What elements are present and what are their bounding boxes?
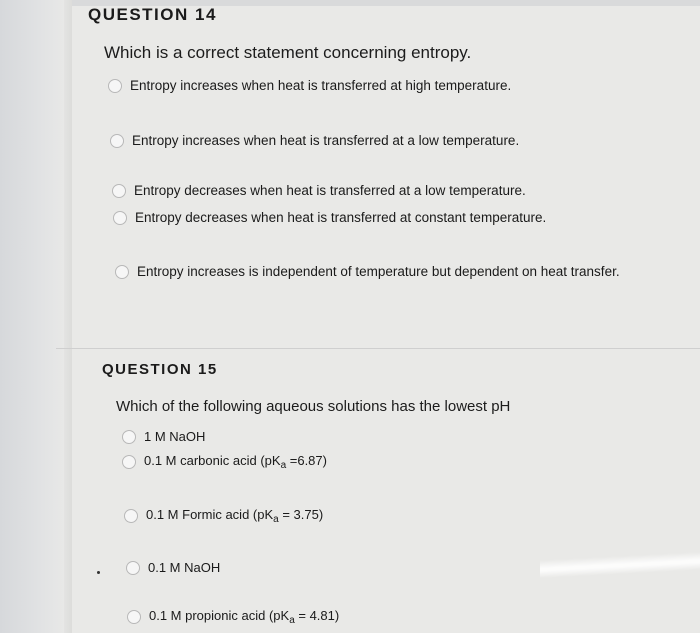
q15-option-2[interactable] (122, 453, 327, 471)
subscript-a: a (289, 615, 295, 626)
radio-button[interactable] (115, 265, 129, 279)
option-label (149, 608, 339, 626)
option-label: Entropy increases when heat is transferred at high temperature. (130, 78, 512, 93)
section-divider (56, 348, 700, 349)
question-15-prompt: Which of the following aqueous solutions has the lowest pH (116, 398, 511, 415)
q14-option-1[interactable] (108, 78, 511, 93)
q15-option-5[interactable] (127, 608, 339, 626)
radio-button[interactable] (127, 610, 141, 624)
option-label-pre: 0.1 M propionic acid (pK (149, 608, 290, 623)
bullet-dot (97, 571, 100, 574)
radio-button[interactable] (113, 211, 127, 225)
q15-option-3[interactable] (124, 507, 323, 525)
option-label (146, 507, 323, 525)
option-label-pre: 0.1 M carbonic acid (pK (144, 453, 281, 468)
option-label: 0.1 M NaOH (148, 560, 221, 575)
option-label (144, 453, 327, 471)
question-14-prompt: Which is a correct statement concerning entropy. (104, 43, 472, 62)
screen-glare (540, 552, 700, 578)
question-15-header: QUESTION 15 (102, 361, 218, 378)
subscript-a: a (273, 514, 279, 525)
radio-button[interactable] (122, 455, 136, 469)
q15-option-1[interactable] (122, 429, 205, 444)
radio-button[interactable] (108, 79, 122, 93)
subscript-a: a (280, 460, 287, 471)
left-sidebar-strip (0, 0, 72, 633)
radio-button[interactable] (126, 561, 140, 575)
radio-button[interactable] (110, 134, 124, 148)
option-label: Entropy increases is independent of temperature but dependent on heat transfer. (137, 264, 620, 279)
q14-option-2[interactable] (110, 133, 519, 148)
option-label-pre: 0.1 M Formic acid (pK (146, 507, 274, 522)
q15-option-4[interactable] (126, 560, 220, 575)
q14-option-3[interactable] (112, 183, 526, 198)
question-14-header: QUESTION 14 (88, 5, 217, 24)
q14-option-5[interactable] (115, 264, 620, 279)
option-label-post: = 4.81) (294, 608, 340, 623)
option-label: Entropy decreases when heat is transferred at constant temperature. (135, 210, 547, 225)
radio-button[interactable] (122, 430, 136, 444)
q14-option-4[interactable] (113, 210, 546, 225)
option-label-post: =6.87) (286, 453, 327, 468)
option-label: Entropy decreases when heat is transferred at a low temperature. (134, 183, 526, 198)
radio-button[interactable] (112, 184, 126, 198)
option-label: Entropy increases when heat is transferred at a low temperature. (132, 133, 520, 148)
radio-button[interactable] (124, 509, 138, 523)
option-label: 1 M NaOH (144, 429, 206, 444)
option-label-post: = 3.75) (278, 507, 324, 522)
